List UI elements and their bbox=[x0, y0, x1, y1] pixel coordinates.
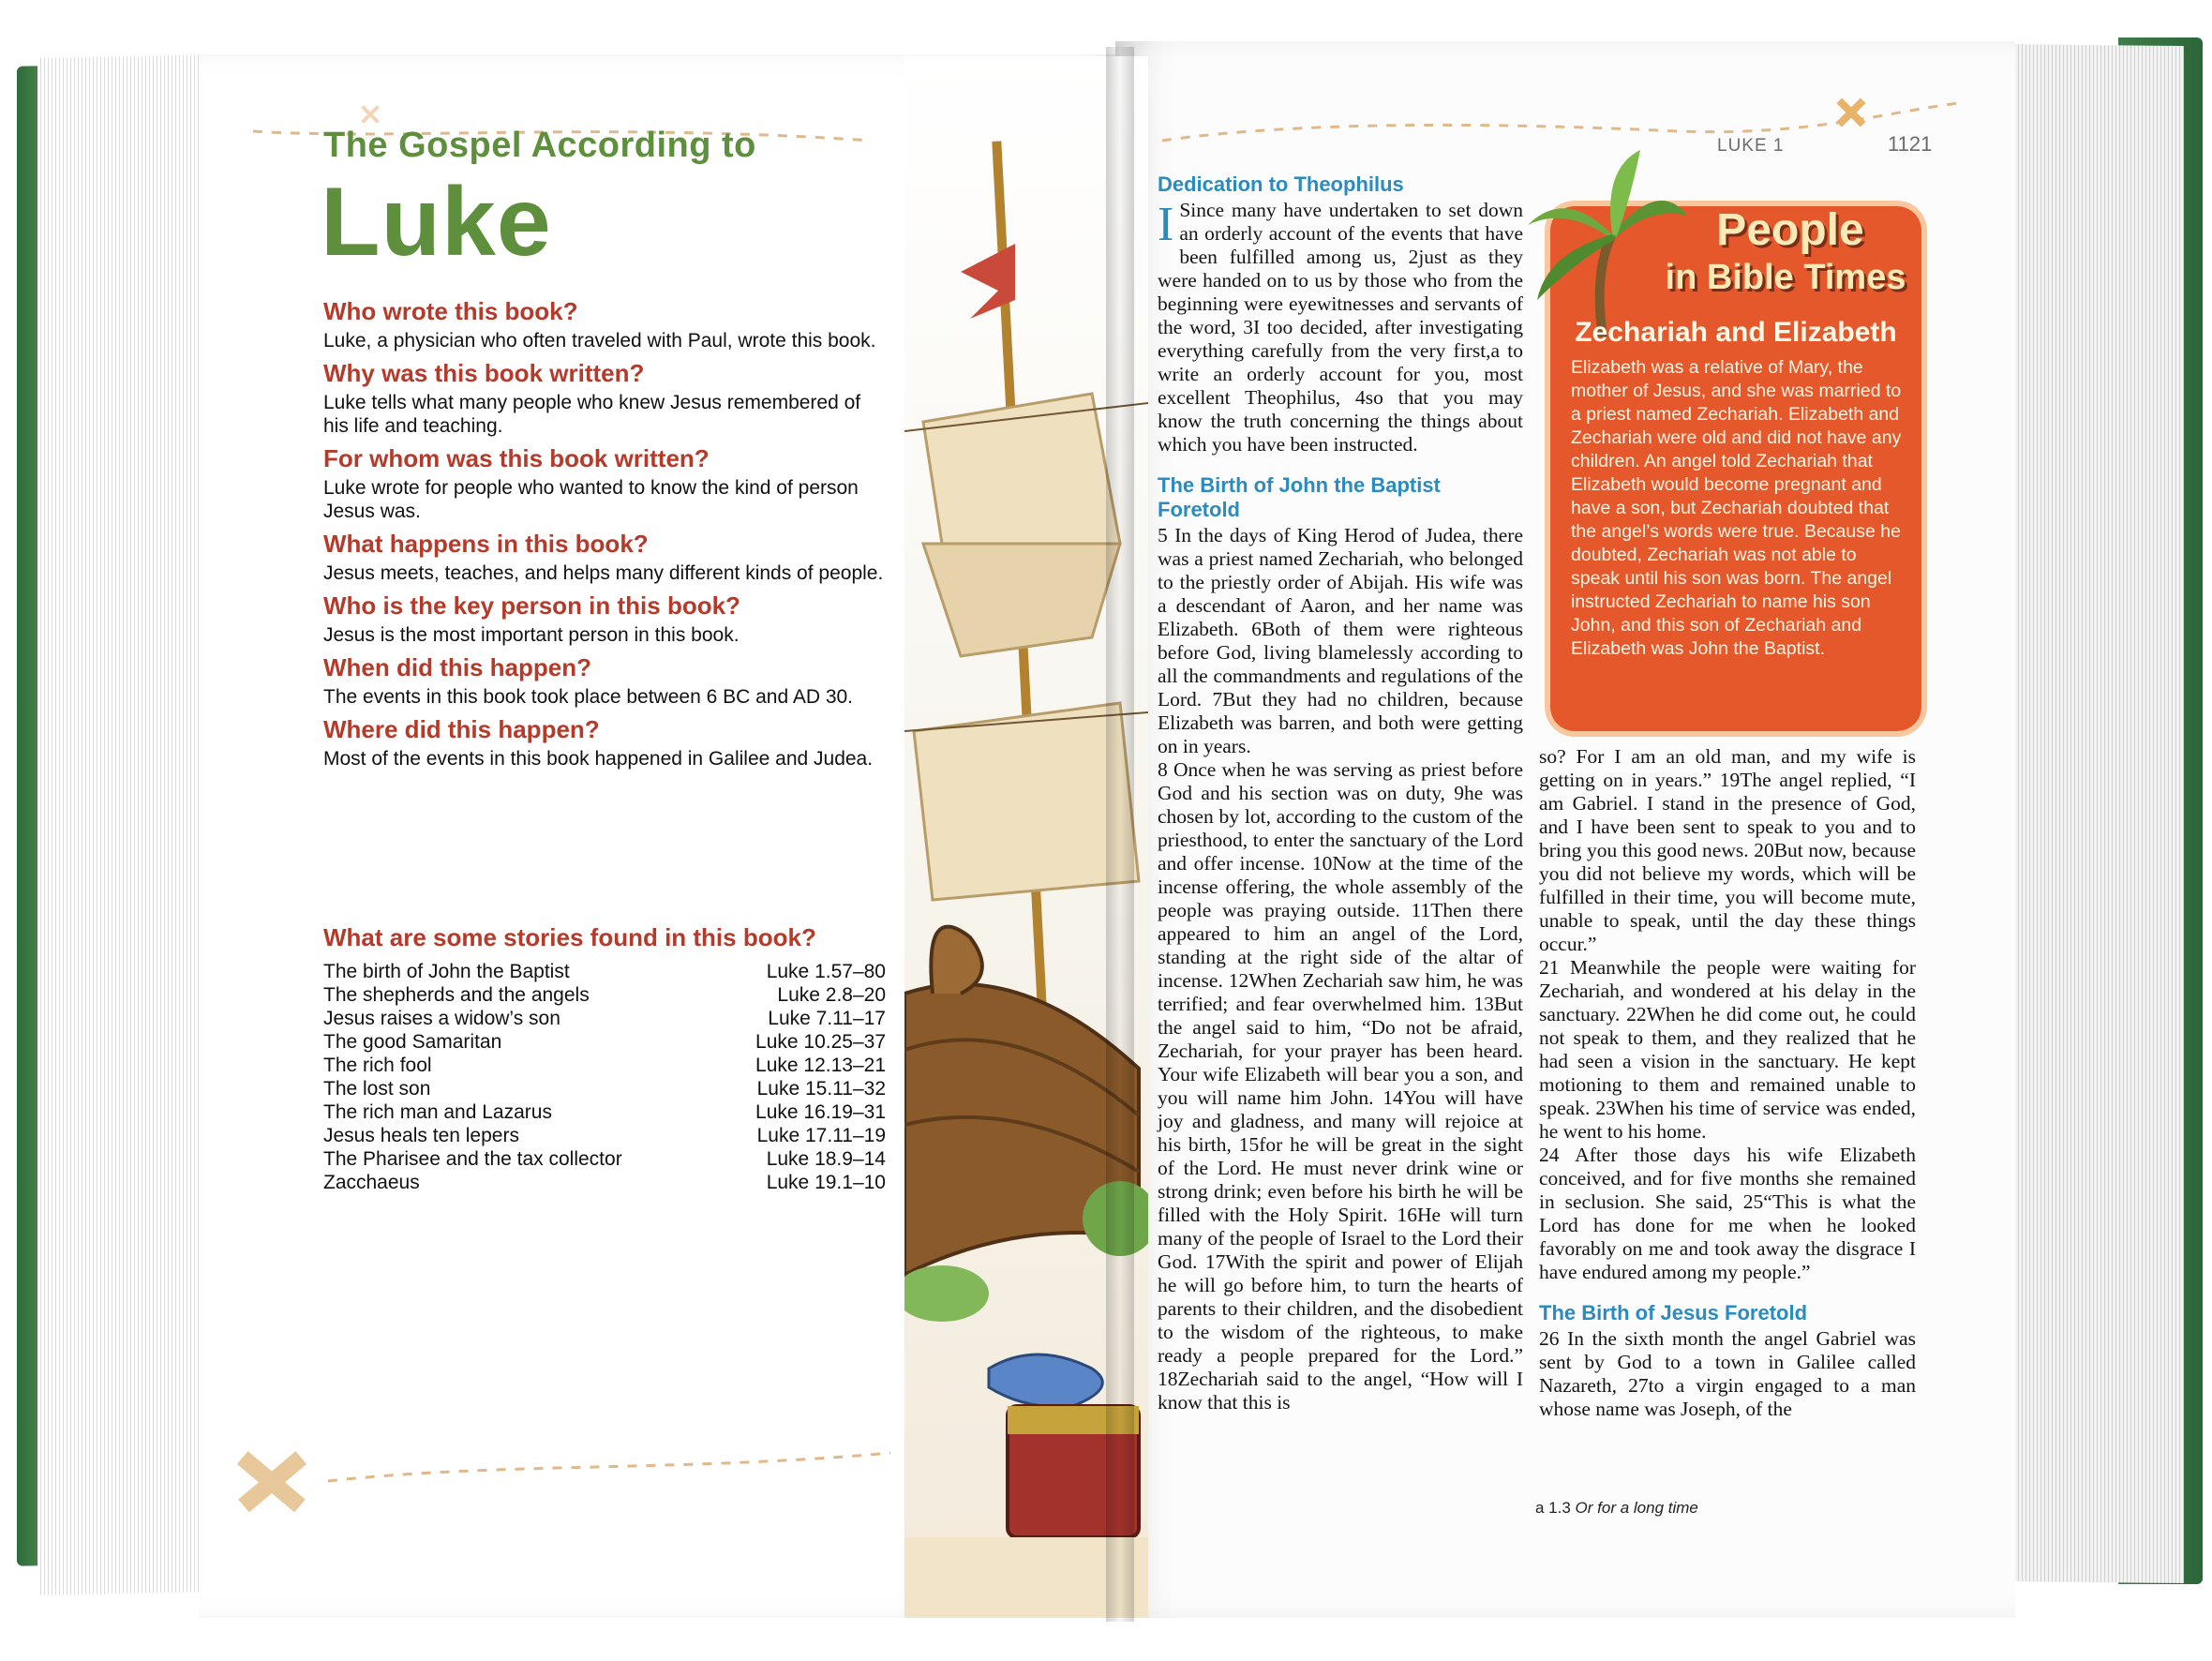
answer-text: Luke wrote for people who wanted to know the kind of person Jesus was. bbox=[323, 477, 859, 522]
qa-item bbox=[323, 714, 886, 771]
story-row bbox=[323, 1171, 886, 1194]
story-reference: Luke 18.9–14 bbox=[766, 1148, 886, 1170]
story-reference: Luke 17.11–19 bbox=[756, 1125, 886, 1146]
story-reference: Luke 15.11–32 bbox=[756, 1078, 886, 1100]
page-number: 1121 bbox=[1888, 132, 1933, 156]
story-title: The lost son bbox=[323, 1078, 431, 1100]
question-heading: For whom was this book written? bbox=[323, 444, 710, 472]
answer-text: Jesus is the most important person in this book. bbox=[323, 624, 740, 646]
section-heading: The Birth of Jesus Foretold bbox=[1539, 1301, 1808, 1324]
story-row bbox=[323, 1007, 886, 1030]
story-title: The good Samaritan bbox=[323, 1031, 502, 1053]
sidebar-title: People bbox=[1716, 205, 1864, 255]
story-row bbox=[323, 1100, 886, 1124]
story-row bbox=[323, 1054, 886, 1077]
book-gutter bbox=[1106, 47, 1134, 1622]
dashed-path-decoration bbox=[1153, 94, 1978, 150]
stories-heading: What are some stories found in this book? bbox=[323, 923, 816, 951]
page-edges-right bbox=[1996, 44, 2184, 1583]
qa-item bbox=[323, 296, 886, 352]
story-reference: Luke 19.1–10 bbox=[766, 1172, 886, 1193]
story-title: The shepherds and the angels bbox=[323, 984, 590, 1006]
story-reference: Luke 10.25–37 bbox=[755, 1031, 886, 1053]
story-title: Jesus raises a widow’s son bbox=[323, 1008, 560, 1029]
people-in-bible-times-sidebar bbox=[1537, 206, 1921, 731]
story-reference: Luke 12.13–21 bbox=[755, 1055, 886, 1076]
section-heading: The Birth of John the Baptist Foretold bbox=[1158, 473, 1441, 521]
footnote bbox=[1535, 1499, 1698, 1518]
footnote-text: Or for a long time bbox=[1575, 1499, 1698, 1517]
stories-list bbox=[323, 917, 886, 1194]
running-head: LUKE 1 bbox=[1717, 136, 1785, 156]
story-title: The rich man and Lazarus bbox=[323, 1101, 552, 1123]
paragraph bbox=[1158, 199, 1523, 456]
story-row bbox=[323, 1077, 886, 1100]
drop-cap: I bbox=[1158, 198, 1174, 251]
answer-text: The events in this book took place between 6 BC and AD 30. bbox=[323, 686, 854, 708]
question-heading: When did this happen? bbox=[323, 653, 591, 681]
qa-item bbox=[323, 652, 886, 709]
story-reference: Luke 2.8–20 bbox=[777, 984, 886, 1006]
footnote-marker: a 1.3 bbox=[1535, 1499, 1571, 1517]
qa-item bbox=[323, 443, 886, 523]
question-heading: Who is the key person in this book? bbox=[323, 591, 740, 620]
story-title: Zacchaeus bbox=[323, 1172, 420, 1193]
story-row bbox=[323, 1124, 886, 1147]
paragraph-text: Since many have undertaken to set down an orderly account of the events that have been fulfilled among us, 2just as they were handed on to us by those who from the beginning were eyewitnesses and servants of the word, 3I too decided, after investigating everything carefully from the very first,a to write an orderly account for you, most excellent Theophilus, 4so that you may know the truth concerning the things about which you have been instructed. bbox=[1158, 199, 1523, 456]
question-heading: Why was this book written? bbox=[323, 359, 645, 387]
qa-item bbox=[323, 591, 886, 647]
paragraph: so? For I am an old man, and my wife is getting on in years.” 19The angel replied, “I am Gabriel. I stand in the presence of God, and I have been sent to speak to you and to bring you this good news. 20But now, because you did not believe my words, which will be fulfilled in their time, you will become mute, unable to speak, until the day these things occur.” bbox=[1539, 745, 1916, 955]
story-row bbox=[323, 1147, 886, 1171]
paragraph: 26 In the sixth month the angel Gabriel was sent by God to a town in Galilee called Nazareth, 27to a virgin engaged to a man whose name was Joseph, of the bbox=[1539, 1327, 1916, 1420]
answer-text: Luke tells what many people who knew Jesus remembered of his life and teaching. bbox=[323, 392, 861, 437]
story-title: The rich fool bbox=[323, 1055, 432, 1076]
story-row bbox=[323, 960, 886, 983]
story-reference: Luke 1.57–80 bbox=[766, 961, 886, 982]
answer-text: Luke, a physician who often traveled with Paul, wrote this book. bbox=[323, 330, 876, 352]
answer-text: Most of the events in this book happened in Galilee and Judea. bbox=[323, 748, 874, 770]
story-row bbox=[323, 983, 886, 1007]
story-row bbox=[323, 1030, 886, 1054]
x-mark-icon bbox=[1836, 97, 1865, 127]
sidebar-name: Zechariah and Elizabeth bbox=[1575, 317, 1897, 348]
text-column-2 bbox=[1539, 745, 1916, 1421]
text-column-1 bbox=[1158, 172, 1523, 1414]
book-subtitle: The Gospel According to bbox=[323, 126, 756, 165]
paragraph: 21 Meanwhile the people were waiting for Zechariah, and wondered at his delay in the sanctuary. 22When he did come out, he could not speak to them, and they realized that he had seen a vision in the sanctuary. He kept motioning to them and remained unable to speak. 23When his time of service was ended, he went to his home. bbox=[1539, 956, 1916, 1143]
paragraph: 8 Once when he was serving as priest before God and his section was on duty, 9he was chosen by lot, according to the custom of the priesthood, to enter the sanctuary of the Lord and offer incense. 10Now at the time of the incense offering, the whole assembly of the people was praying outside. 11Then there appeared to him an angel of the Lord, standing at the right side of the altar of incense. 12When Zechariah saw him, he was terrified; and fear overwhelmed him. 13But the angel said to him, “Do not be afraid, Zechariah, for your prayer has been heard. Your wife Elizabeth will bear you a son, and you will name him John. 14You will have joy and gladness, and many will rejoice at his birth, 15for he will be great in the sight of the Lord. He must never drink wine or strong drink; even before his birth he will be filled with the Holy Spirit. 16He will turn many of the people of Israel to the Lord their God. 17With the spirit and power of Elijah he will go before him, to turn the hearts of parents to their children, and the disobedient to the wisdom of the righteous, to make ready a people prepared for the Lord.” 18Zechariah said to the angel, “How will I know that this is bbox=[1158, 758, 1523, 1414]
qa-item bbox=[323, 358, 886, 438]
paragraph: 5 In the days of King Herod of Judea, there was a priest named Zechariah, who belonged to the priestly order of Abijah. His wife was a descendant of Aaron, and her name was Elizabeth. 6Both of them were righteous before God, living blamelessly according to all the commandments and regulations of the Lord. 7But they had no children, because Elizabeth was barren, and both were getting on in years. bbox=[1158, 524, 1523, 757]
book-title: Luke bbox=[321, 168, 552, 277]
question-heading: What happens in this book? bbox=[323, 530, 649, 558]
story-title: Jesus heals ten lepers bbox=[323, 1125, 519, 1146]
sidebar-subtitle: in Bible Times bbox=[1665, 258, 1906, 297]
page-edges-left bbox=[37, 54, 216, 1595]
paragraph: 24 After those days his wife Elizabeth conceived, and for five months she remained in seclusion. She said, 25“This is what the Lord has done for me when he looked favorably on me and took away the disgrace I have endured among my people.” bbox=[1539, 1144, 1916, 1283]
intro-qa-list bbox=[323, 291, 886, 774]
question-heading: Where did this happen? bbox=[323, 715, 600, 743]
qa-item bbox=[323, 529, 886, 585]
story-title: The Pharisee and the tax collector bbox=[323, 1148, 622, 1170]
story-reference: Luke 7.11–17 bbox=[768, 1008, 886, 1029]
story-title: The birth of John the Baptist bbox=[323, 961, 570, 982]
section-heading: Dedication to Theophilus bbox=[1158, 172, 1404, 196]
story-reference: Luke 16.19–31 bbox=[755, 1101, 886, 1123]
x-mark-icon bbox=[237, 1451, 306, 1512]
question-heading: Who wrote this book? bbox=[323, 297, 578, 325]
sidebar-body: Elizabeth was a relative of Mary, the mother of Jesus, and she was married to a priest named Zechariah. Elizabeth and Zechariah were old and did not have any children. An angel told Zechariah that Elizabeth would become pregnant and have a son, but Zechariah doubted that the angel’s words were true. Because he doubted, Zechariah was not able to speak until his son was born. The angel instructed Zechariah to name his son John, and this son of Zechariah and Elizabeth was John the Baptist. bbox=[1571, 357, 1902, 659]
answer-text: Jesus meets, teaches, and helps many different kinds of people. bbox=[323, 562, 884, 584]
